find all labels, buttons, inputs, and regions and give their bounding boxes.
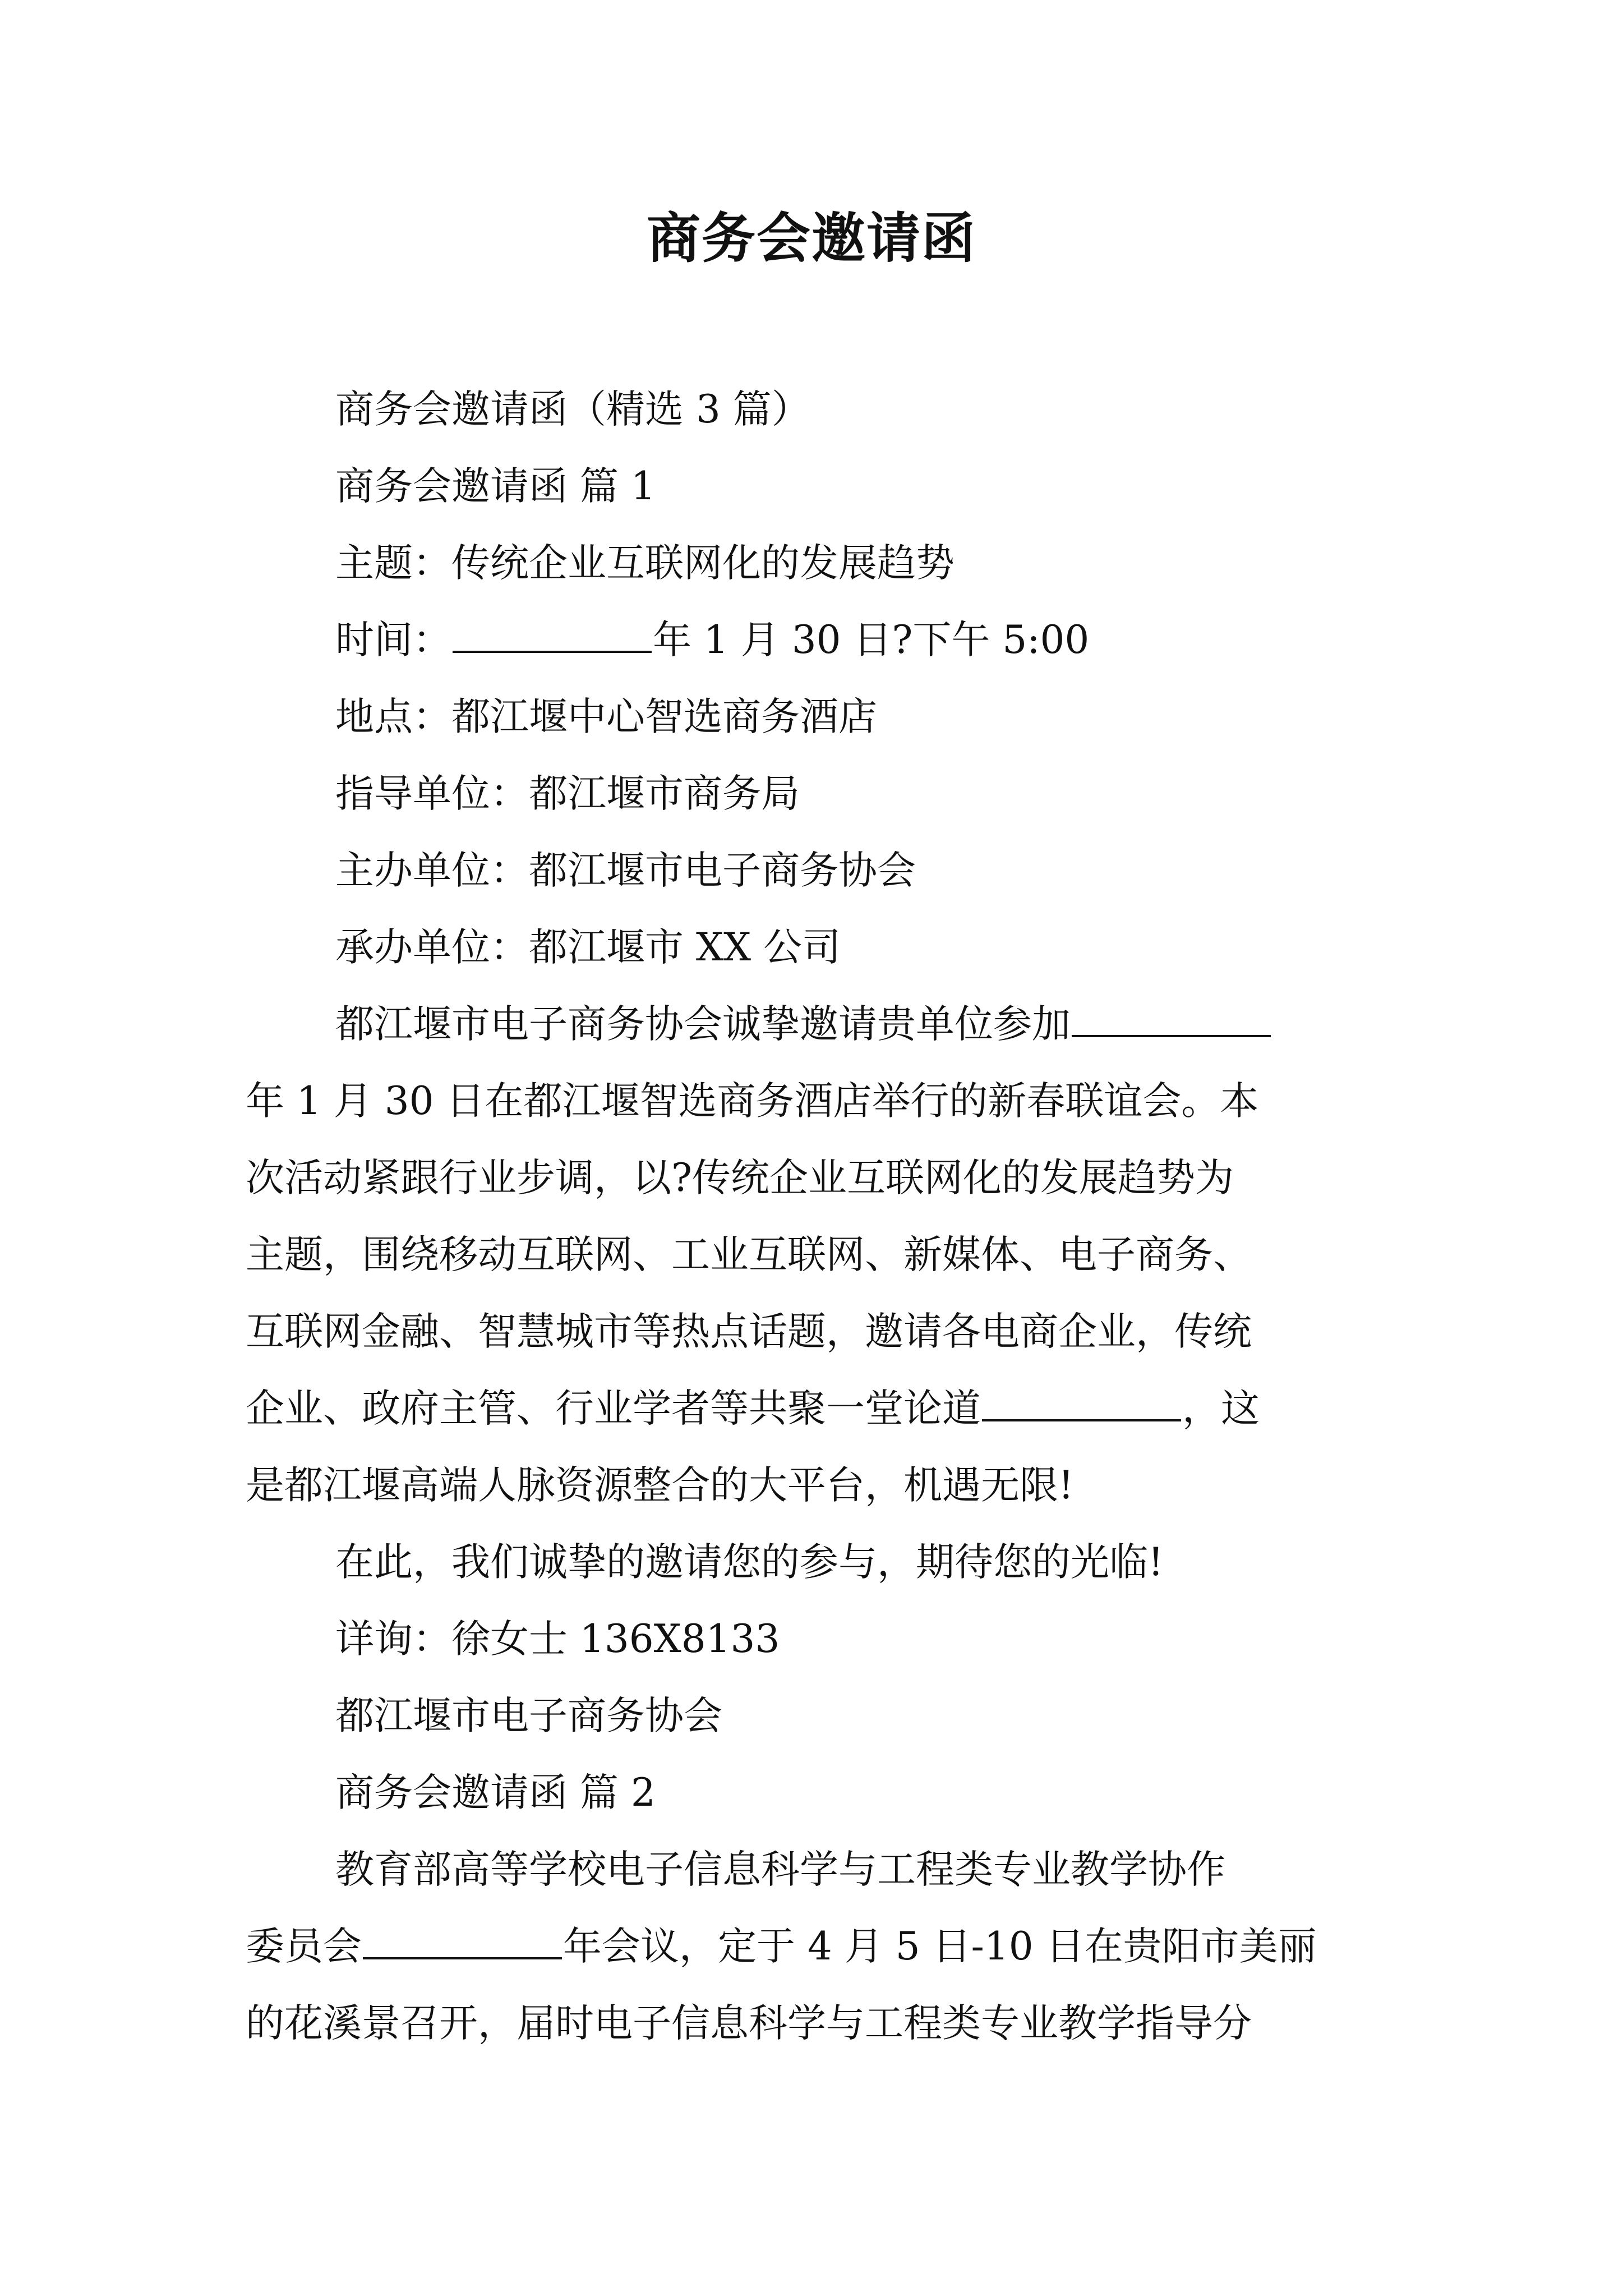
document-body — [246, 371, 1395, 2062]
organizer-unit-line: 承办单位：都江堰市 XX 公司 — [335, 925, 841, 970]
paragraph-line: 主题，围绕移动互联网、工业互联网、新媒体、电子商务、 — [246, 1232, 1252, 1277]
location-line: 地点：都江堰中心智选商务酒店 — [335, 694, 877, 739]
section-2-paragraph — [246, 1832, 1395, 2062]
blank-underline — [453, 648, 652, 653]
section-heading-1: 商务会邀请函 篇 1 — [335, 464, 656, 509]
blank-underline — [363, 1955, 562, 1959]
theme-line: 主题：传统企业互联网化的发展趋势 — [335, 541, 955, 586]
paragraph-line: 互联网金融、智慧城市等热点话题，邀请各电商企业，传统 — [246, 1309, 1252, 1354]
contact-line: 详询：徐女士 136X8133 — [335, 1617, 780, 1662]
host-unit-line: 主办单位：都江堰市电子商务协会 — [335, 848, 916, 893]
time-value: 年 1 月 30 日?下午 5:00 — [653, 618, 1090, 662]
paragraph-text: 委员会 — [246, 1924, 362, 1969]
blank-underline — [1072, 1033, 1271, 1037]
paragraph-line — [246, 1908, 1395, 1985]
paragraph-line: 的花溪景召开，届时电子信息科学与工程类专业教学指导分 — [246, 2001, 1252, 2046]
paragraph-line: 是都江堰高端人脉资源整合的大平台，机遇无限! — [246, 1463, 1074, 1508]
paragraph-line — [246, 1370, 1395, 1447]
paragraph-text: 年会议，定于 4 月 5 日-10 日在贵阳市美丽 — [563, 1924, 1317, 1969]
guide-unit-line: 指导单位：都江堰市商务局 — [335, 771, 800, 816]
paragraph-line: 年 1 月 30 日在都江堰智选商务酒店举行的新春联谊会。本 — [246, 1079, 1259, 1124]
paragraph-text: ，这 — [1182, 1386, 1260, 1431]
blank-underline — [982, 1417, 1181, 1421]
signature-line: 都江堰市电子商务协会 — [335, 1694, 722, 1738]
time-label: 时间： — [335, 618, 451, 662]
document-title: 商务会邀请函 — [647, 206, 976, 270]
paragraph-text: 都江堰市电子商务协会诚挚邀请贵单位参加 — [335, 1002, 1071, 1047]
paragraph-text: 企业、政府主管、行业学者等共聚一堂论道 — [246, 1386, 981, 1431]
closing-line: 在此，我们诚挚的邀请您的参与，期待您的光临! — [335, 1540, 1164, 1585]
subtitle-line: 商务会邀请函（精选 3 篇） — [335, 387, 810, 432]
invitation-paragraph — [246, 986, 1395, 1524]
paragraph-line: 教育部高等学校电子信息科学与工程类专业教学协作 — [335, 1847, 1225, 1892]
section-heading-2: 商务会邀请函 篇 2 — [335, 1770, 656, 1815]
paragraph-line: 次活动紧跟行业步调，以?传统企业互联网化的发展趋势为 — [246, 1156, 1234, 1200]
time-line — [246, 602, 1395, 679]
paragraph-line — [246, 986, 1395, 1063]
